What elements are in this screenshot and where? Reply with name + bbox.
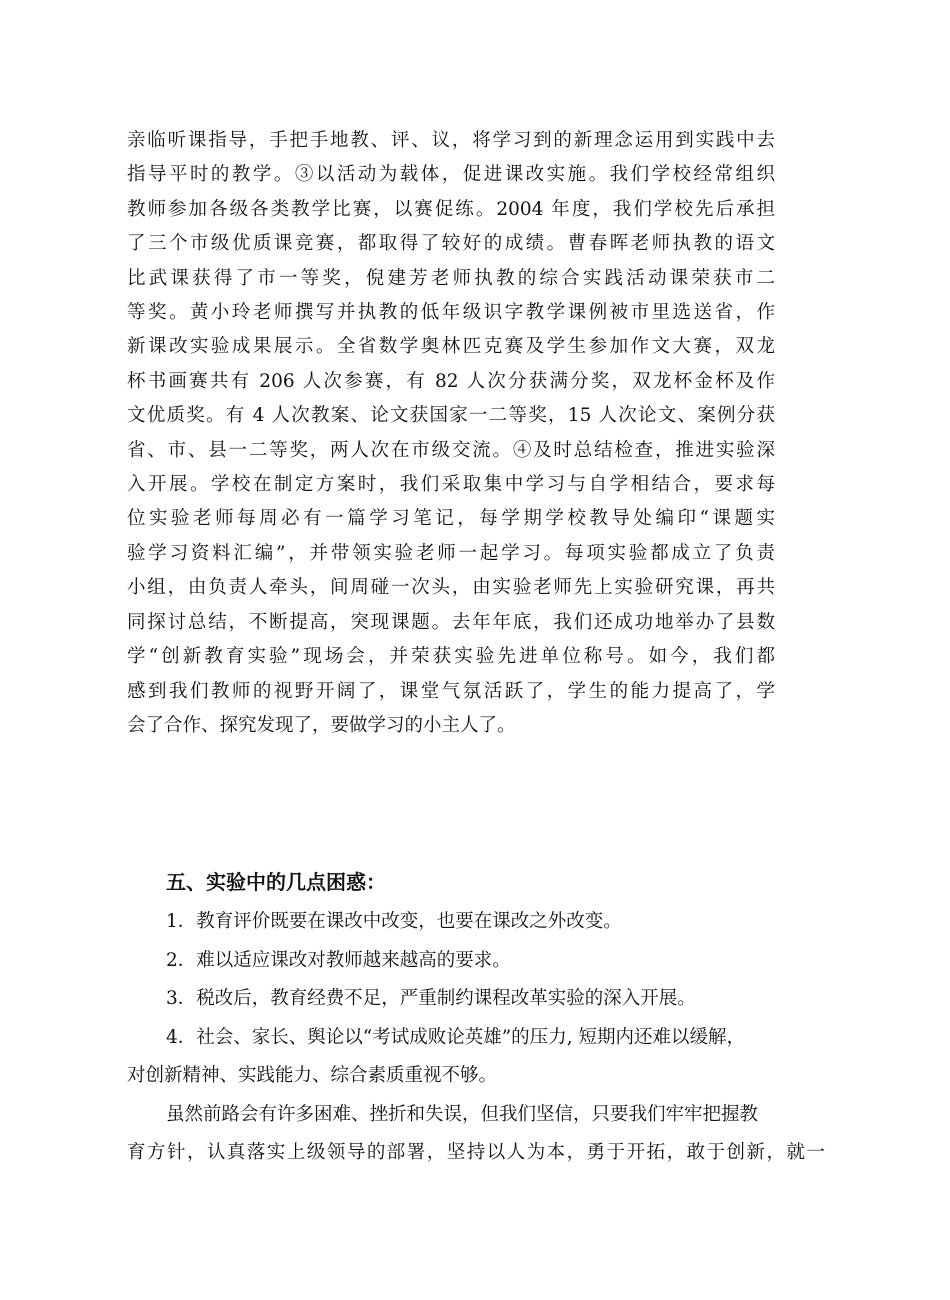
body-line: 新课改实验成果展示。全省数学奥林匹克赛及学生参加作文大赛，双龙 (127, 336, 775, 358)
body-line: 会了合作、探究发现了，要做学习的小主人了。 (127, 714, 516, 736)
body-line: 亲临听课指导，手把手地教、评、议，将学习到的新理念运用到实践中去 (127, 130, 775, 151)
body-line: 比武课获得了市一等奖，倪建芳老师执教的综合实践活动课荣获市二 (127, 267, 775, 289)
closing-paragraph-line: 虽然前路会有许多困难、挫折和失误，但我们坚信，只要我们牢牢把握教 (166, 1103, 759, 1125)
body-line: 小组，由负责人牵头，间周碰一次头，由实验老师先上实验研究课，再共 (127, 577, 775, 599)
body-line: 位实验老师每周必有一篇学习笔记，每学期学校教导处编印“课题实 (127, 508, 775, 530)
body-line: 杯书画赛共有 206 人次参赛，有 82 人次分获满分奖，双龙杯金杯及作 (127, 370, 775, 392)
body-line: 验学习资料汇编”，并带领实验老师一起学习。每项实验都成立了负责 (127, 542, 775, 564)
body-line: 文优质奖。有 4 人次教案、论文获国家一二等奖，15 人次论文、案例分获 (127, 405, 775, 427)
body-line: 学“创新教育实验”现场会，并荣获实验先进单位称号。如今，我们都 (127, 646, 775, 668)
list-item: 3．税改后，教育经费不足，严重制约课程改革实验的深入开展。 (166, 988, 696, 1009)
closing-paragraph-line: 育方针，认真落实上级领导的部署，坚持以人为本，勇于开拓，敢于创新，就一 (127, 1142, 825, 1163)
difficulties-list (127, 903, 827, 1173)
list-item-continuation: 对创新精神、实践能力、综合素质重视不够。 (127, 1065, 498, 1086)
body-line: 等奖。黄小玲老师撰写并执教的低年级识字教学课例被市里选送省，作 (127, 302, 775, 324)
body-line: 省、市、县一二等奖，两人次在市级交流。④及时总结检查，推进实验深 (127, 439, 775, 461)
list-item: 1．教育评价既要在课改中改变，也要在课改之外改变。 (166, 911, 622, 932)
section-heading: 五、实验中的几点困惑： (166, 870, 386, 894)
body-line: 同探讨总结，不断提高，突现课题。去年年底，我们还成功地举办了县数 (127, 611, 775, 633)
body-line: 了三个市级优质课竞赛，都取得了较好的成绩。曹春晖老师执教的语文 (127, 233, 775, 255)
body-line: 感到我们教师的视野开阔了，课堂气氛活跃了，学生的能力提高了，学 (127, 680, 775, 702)
body-line: 教师参加各级各类教学比赛，以赛促练。2004 年度，我们学校先后承担 (127, 198, 775, 220)
list-item: 2．难以适应课改对教师越来越高的要求。 (166, 949, 511, 971)
body-line: 指导平时的教学。③以活动为载体，促进课改实施。我们学校经常组织 (127, 164, 775, 186)
body-line: 入开展。学校在制定方案时，我们采取集中学习与自学相结合，要求每 (127, 474, 775, 496)
body-paragraph (127, 124, 777, 743)
list-item: 4．社会、家长、舆论以“考试成败论英雄”的压力, 短期内还难以缓解， (166, 1026, 745, 1048)
